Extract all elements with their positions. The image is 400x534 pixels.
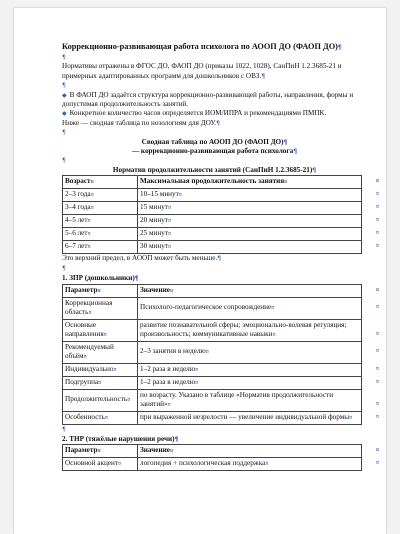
pilcrow-icon: ¶: [62, 82, 66, 90]
row-end-mark-icon: ¤: [375, 447, 379, 454]
bullet-paragraph-1: [62, 91, 367, 110]
below-text: Ниже — сводная таблица по нозологиям для ДОУ.: [62, 118, 217, 127]
cell-mark-icon: ¤: [272, 331, 276, 338]
empty-paragraph: [62, 425, 367, 434]
cell-mark-icon: ¤: [195, 366, 199, 373]
row-end-mark-icon: ¤: [375, 178, 379, 185]
zpr-table-wrap: [62, 284, 379, 425]
table-header-cell: Максимальная продолжительность занятия¤ ¤: [138, 176, 362, 189]
document-page: [14, 8, 386, 534]
pilcrow-icon: ¶: [261, 72, 266, 80]
zpr-table: [62, 284, 379, 425]
table-row: [63, 458, 362, 471]
section-heading-text: 1. ЗПР (дошкольники): [62, 274, 135, 283]
table-cell: 10–15 минут¤ ¤: [138, 189, 362, 202]
table-row: [63, 363, 362, 376]
pilcrow-icon: ¶: [62, 129, 66, 137]
norm-table: [62, 175, 379, 254]
empty-paragraph: [62, 264, 367, 273]
table-cell: 2–3 года¤: [63, 189, 138, 202]
below-paragraph: [62, 119, 367, 128]
table-cell: Основные направления¤: [63, 319, 138, 341]
table-cell: Основной акцент¤: [63, 458, 138, 471]
cell-mark-icon: ¤: [167, 205, 172, 212]
table-cell: 1–2 раза в неделю¤ ¤: [138, 376, 362, 389]
bullet-text-2: Конкретное количество часов определяется ИОМ/ИПРА и рекомендациями ПМПК.: [69, 109, 327, 118]
table-header-cell: Значение¤ ¤: [138, 284, 362, 297]
table-cell: 3–4 года¤: [63, 202, 138, 215]
cell-mark-icon: ¤: [205, 349, 209, 355]
cell-mark-icon: ¤: [127, 397, 131, 403]
pilcrow-icon: ¶: [62, 54, 66, 61]
table-row: [63, 215, 362, 228]
cell-mark-icon: ¤: [167, 401, 171, 408]
norm-title: [62, 166, 367, 175]
bullet-paragraph-2: [62, 109, 367, 118]
table-cell: 20 минут¤ ¤: [138, 215, 362, 228]
pilcrow-icon: ¶: [62, 425, 66, 433]
table-cell: по возрасту. Указано в таблице «Норматив продолжительности занятий»¤ ¤: [138, 389, 362, 411]
table-cell: 1–2 раза в неделю¤ ¤: [138, 363, 362, 376]
summary-subtitle: [62, 147, 367, 156]
row-end-mark-icon: ¤: [375, 460, 379, 467]
empty-paragraph: [62, 81, 367, 90]
table-cell: Продолжительность¤: [63, 389, 138, 411]
table-cell: Психолого-педагогическое сопровождение¤ ¤: [138, 297, 362, 319]
row-end-mark-icon: ¤: [375, 330, 379, 337]
pilcrow-icon: ¶: [62, 157, 66, 165]
table-row: [63, 189, 362, 202]
cell-mark-icon: ¤: [104, 414, 108, 421]
table-cell: Индивидуально¤: [63, 363, 138, 376]
table-cell: 30 минут¤ ¤: [138, 241, 362, 254]
table-row: [63, 376, 362, 389]
table-cell: при выраженной незрелости — увеличение индивидуальной формы¤ ¤: [138, 411, 362, 424]
table-row: [63, 202, 362, 215]
cell-mark-icon: ¤: [284, 179, 288, 186]
table-row: [63, 228, 362, 241]
pilcrow-icon: ¶: [312, 166, 317, 174]
row-end-mark-icon: ¤: [375, 400, 379, 407]
diamond-bullet-icon: ◆: [62, 110, 67, 118]
cell-mark-icon: ¤: [195, 379, 199, 386]
row-end-mark-icon: ¤: [375, 413, 379, 420]
tnr-table: [62, 444, 379, 471]
pilcrow-icon: ¶: [134, 275, 139, 283]
intro-text: Нормативы отражены в ФГОС ДО, ФАОП ДО (приказы 1022, 1028), СанПиН 1.2.3685-21 и примерных адаптированных программ для дошкольников с ОВЗ.: [62, 62, 342, 80]
row-end-mark-icon: ¤: [375, 243, 379, 250]
summary-subtitle-text: — коррекционно-развивающая работа психолога: [131, 147, 294, 156]
table-row: [63, 319, 362, 341]
cell-mark-icon: ¤: [265, 461, 269, 468]
after-norm-text: Это верхний предел, в АООП может быть меньше.: [62, 254, 218, 263]
pilcrow-icon: ¶: [283, 138, 288, 146]
cell-mark-icon: ¤: [169, 448, 174, 455]
norm-table-wrap: [62, 175, 379, 254]
table-header-row: [63, 445, 362, 458]
row-end-mark-icon: ¤: [375, 217, 379, 224]
row-end-mark-icon: ¤: [375, 348, 379, 354]
table-header-cell: Значение¤ ¤: [138, 445, 362, 458]
row-end-mark-icon: ¤: [375, 204, 379, 211]
table-cell: Рекомендуемый объём¤: [63, 341, 138, 363]
cell-mark-icon: ¤: [271, 305, 275, 311]
table-row: [63, 241, 362, 254]
cell-mark-icon: ¤: [169, 287, 174, 294]
table-cell: 5–6 лет¤: [63, 228, 138, 241]
cell-mark-icon: ¤: [118, 461, 122, 468]
title-text: Коррекционно-развивающая работа психолога по АООП ДО (ФАОП ДО): [62, 42, 338, 51]
intro-paragraph: [62, 62, 367, 81]
table-cell: Коррекционная область¤: [63, 297, 138, 319]
cell-mark-icon: ¤: [97, 287, 101, 294]
document-title: [62, 41, 367, 53]
table-row: [63, 411, 362, 424]
cell-mark-icon: ¤: [103, 331, 107, 338]
table-header-cell: Параметр¤: [63, 445, 138, 458]
cell-mark-icon: ¤: [167, 231, 172, 238]
norm-title-text: Норматив продолжительности занятий (СанПиН 1.2.3685-21): [112, 165, 313, 174]
pilcrow-icon: ¶: [217, 255, 222, 263]
table-cell: развитие познавательной сферы; эмоционально-волевая регуляция; произвольность; коммуникативные навыки¤ ¤: [138, 319, 362, 341]
summary-title: [62, 138, 367, 147]
row-end-mark-icon: ¤: [375, 304, 379, 310]
table-cell: Подгруппа¤: [63, 376, 138, 389]
cell-mark-icon: ¤: [87, 244, 91, 251]
row-end-mark-icon: ¤: [375, 286, 379, 293]
table-cell: 15 минут¤ ¤: [138, 202, 362, 215]
after-norm-paragraph: [62, 254, 367, 263]
bullet-text-1: В ФАОП ДО задаётся структура коррекционно-развивающей работы, направления, формы и допустимая продолжительность занятий.: [62, 90, 354, 109]
summary-title-text: Сводная таблица по АООП ДО (ФАОП ДО): [141, 137, 284, 146]
cell-mark-icon: ¤: [87, 231, 91, 238]
cell-mark-icon: ¤: [113, 366, 117, 373]
cell-mark-icon: ¤: [97, 448, 101, 455]
pilcrow-icon: ¶: [293, 148, 298, 156]
table-cell: Особенность¤: [63, 411, 138, 424]
cell-mark-icon: ¤: [167, 218, 172, 225]
empty-paragraph: [62, 128, 367, 137]
cell-mark-icon: ¤: [90, 192, 94, 199]
section-heading-tnr: [62, 435, 367, 444]
tnr-table-wrap: [62, 444, 379, 471]
pilcrow-icon: ¶: [174, 435, 179, 443]
row-end-mark-icon: ¤: [375, 191, 379, 198]
row-end-mark-icon: ¤: [375, 378, 379, 385]
cell-mark-icon: ¤: [349, 414, 353, 421]
table-row: [63, 341, 362, 363]
section-heading-zpr: [62, 274, 367, 283]
table-header-row: [63, 284, 362, 297]
table-row: [63, 297, 362, 319]
empty-paragraph: [62, 53, 367, 62]
cell-mark-icon: ¤: [90, 179, 94, 186]
table-cell: 4–5 лет¤: [63, 215, 138, 228]
table-header-row: [63, 176, 362, 189]
section-heading-text: 2. ТНР (тяжёлые нарушения речи): [62, 434, 175, 443]
table-cell: 6–7 лет¤: [63, 241, 138, 254]
cell-mark-icon: ¤: [167, 244, 172, 251]
table-cell: 25 минут¤ ¤: [138, 228, 362, 241]
diamond-bullet-icon: ◆: [62, 91, 67, 99]
cell-mark-icon: ¤: [98, 379, 102, 386]
cell-mark-icon: ¤: [90, 205, 94, 212]
cell-mark-icon: ¤: [88, 309, 92, 316]
cell-mark-icon: ¤: [87, 218, 91, 225]
pilcrow-icon: ¶: [62, 264, 66, 272]
row-end-mark-icon: ¤: [375, 365, 379, 372]
document-content: [62, 41, 379, 471]
pilcrow-icon: ¶: [337, 44, 342, 51]
table-header-cell: Параметр¤: [63, 284, 138, 297]
pilcrow-icon: ¶: [216, 119, 220, 127]
table-header-cell: Возраст¤: [63, 176, 138, 189]
table-cell: логопедия + психологическая поддержка¤ ¤: [138, 458, 362, 471]
cell-mark-icon: ¤: [83, 353, 87, 360]
cell-mark-icon: ¤: [178, 192, 182, 199]
table-row: [63, 389, 362, 411]
row-end-mark-icon: ¤: [375, 230, 379, 237]
table-cell: 2–3 занятия в неделю¤ ¤: [138, 341, 362, 363]
empty-paragraph: [62, 156, 367, 165]
